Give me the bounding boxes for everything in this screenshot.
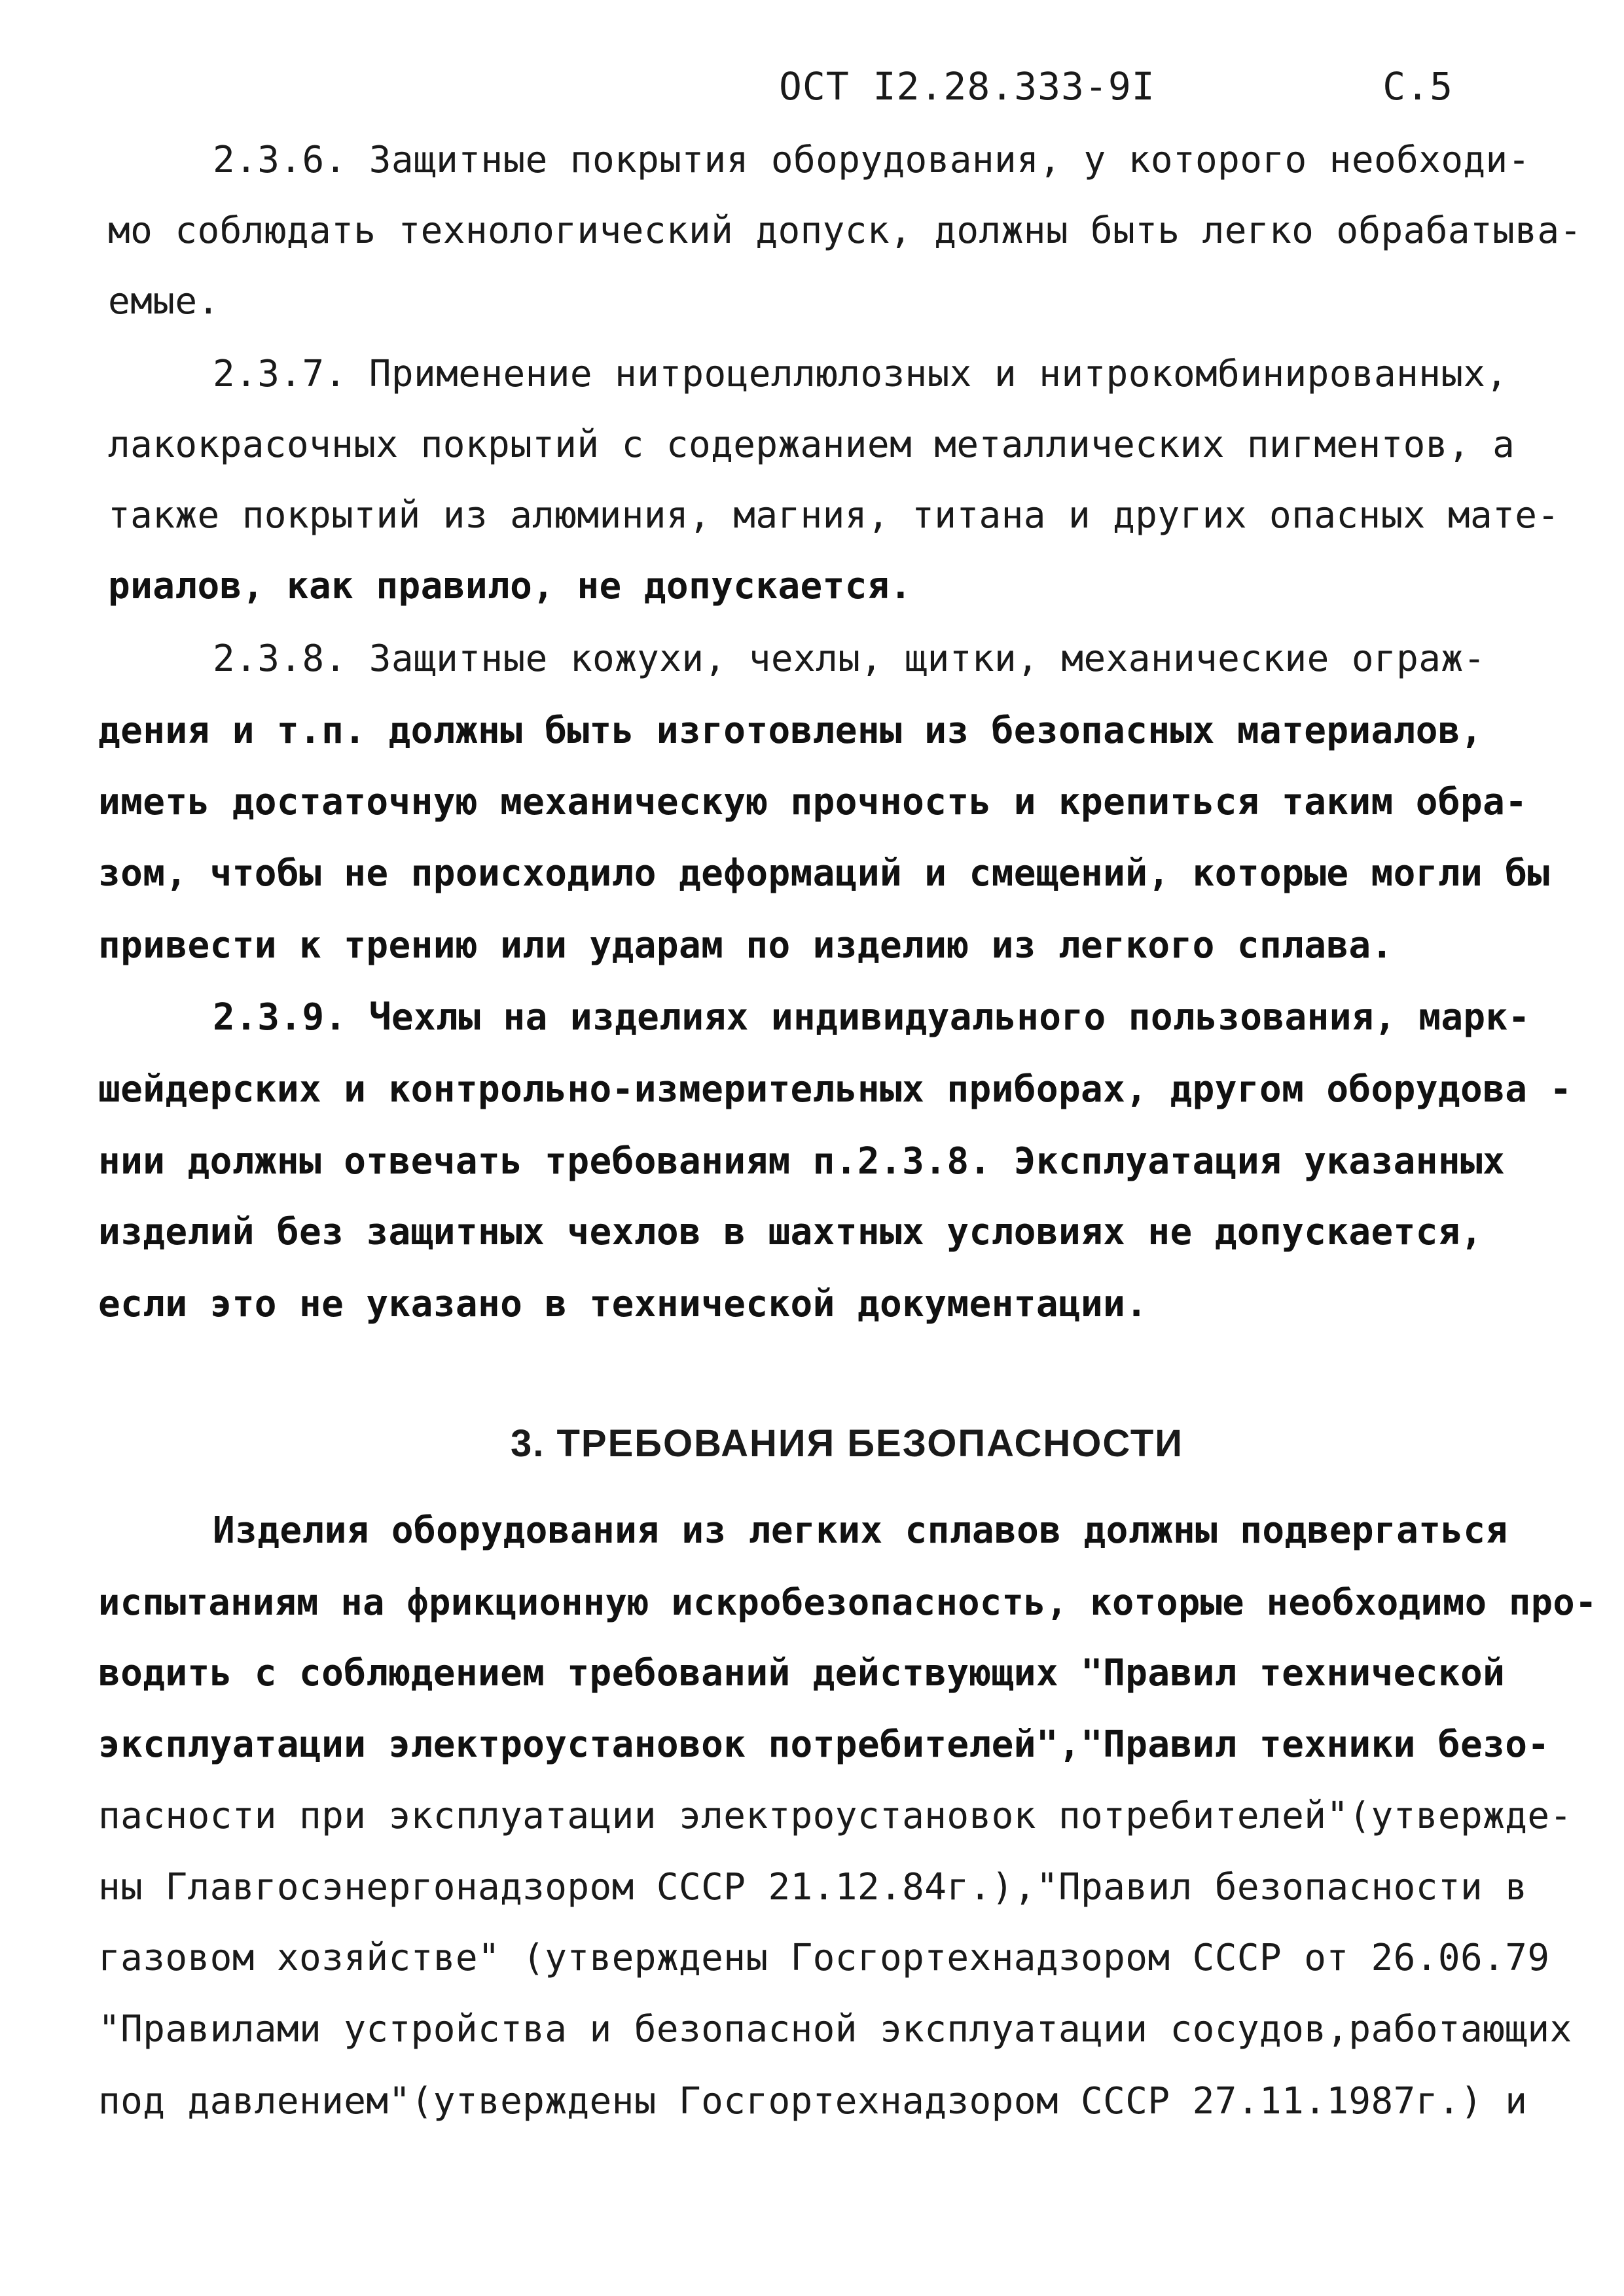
document-code: ОСТ I2.28.333-9I (779, 64, 1155, 109)
text-line: газовом хозяйстве" (утверждены Госгортехнадзором СССР от 26.06.79 (98, 1937, 1550, 1979)
page-header (779, 64, 1453, 117)
text-line: риалов, как правило, не допускается. (108, 565, 912, 607)
text-line: шейдерских и контрольно-измерительных приборах, другом оборудова - (98, 1068, 1572, 1111)
section-heading: 3. ТРЕБОВАНИЯ БЕЗОПАСНОСТИ (511, 1422, 1183, 1465)
text-line: под давлением"(утверждены Госгортехнадзором СССР 27.11.1987г.) и (98, 2080, 1528, 2123)
text-line: испытаниям на фрикционную искробезопасность, которые необходимо про- (98, 1582, 1597, 1624)
text-line: лакокрасочных покрытий с содержанием металлических пигментов, а (108, 423, 1515, 466)
text-line: эксплуатации электроустановок потребителей","Правил техники безо- (98, 1723, 1550, 1766)
text-line: также покрытий из алюминия, магния, титана и других опасных мате- (108, 494, 1560, 537)
text-line: Изделия оборудования из легких сплавов должны подвергаться (213, 1509, 1508, 1552)
text-line: емые. (108, 280, 220, 323)
page-number: С.5 (1382, 64, 1453, 109)
text-line: привести к трению или ударам по изделию из легкого сплава. (98, 924, 1394, 967)
text-line: если это не указано в технической документации. (98, 1283, 1148, 1325)
text-line: нии должны отвечать требованиям п.2.3.8. Эксплуатация указанных (98, 1140, 1506, 1183)
text-line: мо соблюдать технологический допуск, должны быть легко обрабатыва- (108, 209, 1582, 252)
text-line: пасности при эксплуатации электроустановок потребителей"(утвержде- (98, 1795, 1572, 1837)
text-line: "Правилами устройства и безопасной эксплуатации сосудов,работающих (98, 2008, 1572, 2051)
text-line: иметь достаточную механическую прочность и крепиться таким обра- (98, 781, 1528, 823)
text-line: дения и т.п. должны быть изготовлены из безопасных материалов, (98, 709, 1483, 752)
text-line: 2.3.9. Чехлы на изделиях индивидуального пользования, марк- (213, 996, 1530, 1039)
text-line: изделий без защитных чехлов в шахтных условиях не допускается, (98, 1211, 1483, 1253)
text-line: 2.3.8. Защитные кожухи, чехлы, щитки, механические ограж- (213, 637, 1486, 680)
text-line: 2.3.7. Применение нитроцеллюлозных и нитрокомбинированных, (213, 353, 1508, 395)
text-line: 2.3.6. Защитные покрытия оборудования, у которого необходи- (213, 139, 1530, 181)
text-line: водить с соблюдением требований действующих "Правил технической (98, 1652, 1506, 1695)
text-line: ны Главгосэнергонадзором СССР 21.12.84г.),"Правил безопасности в (98, 1866, 1528, 1909)
text-line: зом, чтобы не происходило деформаций и смещений, которые могли бы (98, 852, 1550, 895)
